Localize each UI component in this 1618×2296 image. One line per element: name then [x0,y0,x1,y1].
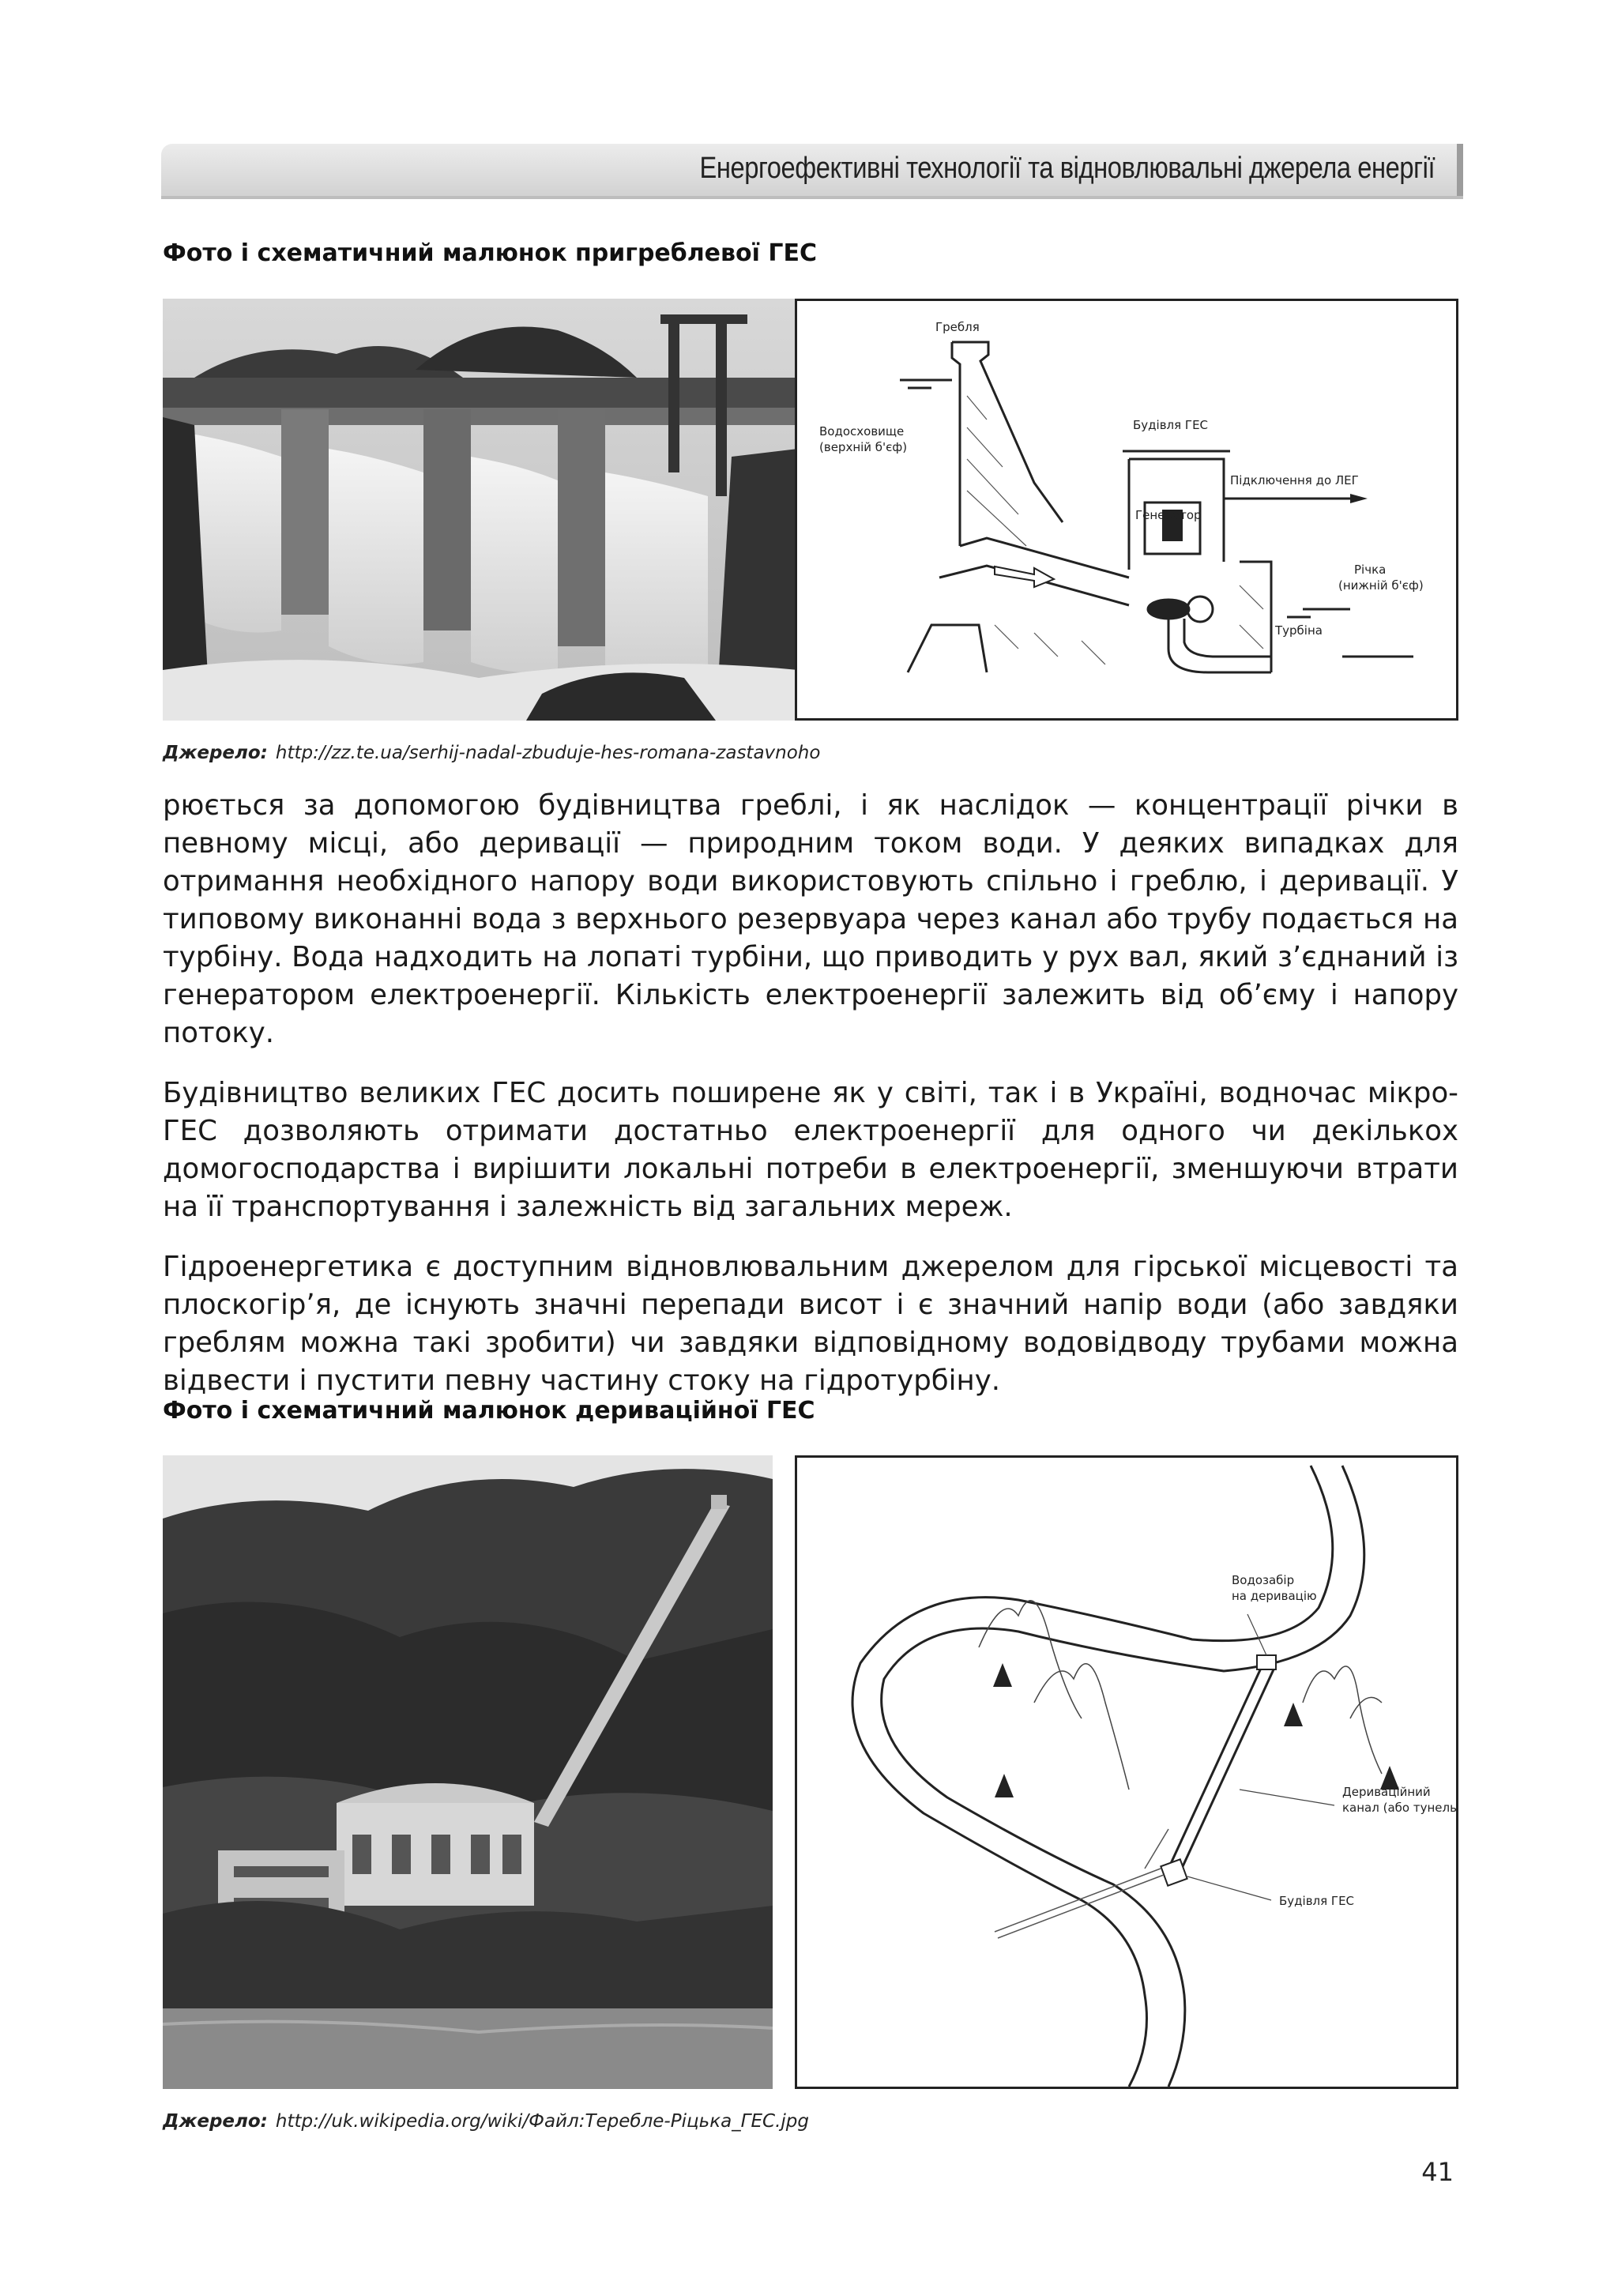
paragraph-1: рюється за допомогою будівництва греблі, і як наслідок — концентрації річки в певному місці, або деривації — природним током води. У деяких випадках для отримання необхідного напору води використовують спільно і греблю, і деривації. У типовому виконанні вода з верхнього резервуара через канал або трубу подається на турбіну. Вода надходить на лопаті турбіни, що приводить у рух вал, який з’єднаний із генератором електроенергії. Кількість електроенергії залежить від об’єму і напору потоку. [163,789,1458,1049]
diagram-label-river-sub: (нижній б'єф) [1338,578,1424,593]
derivation-hpp-diagram-drawing [797,1458,1456,2087]
source-url-1: http://zz.te.ua/serhij-nadal-zbuduje-hes-romana-zastavnoho [275,743,821,763]
diagram-label-connection: Підключення до ЛЕГ [1230,473,1359,487]
source-label-1: Джерело: [163,743,268,763]
running-header-title: Енергоефективні технології та відновлювальні джерела енергії [699,152,1435,185]
diagram-label-generator: Генератор [1135,508,1202,522]
diagram-label-building: Будівля ГЕС [1279,1894,1355,1908]
dam-hpp-photo [163,299,798,721]
diagram-label-turbine: Турбіна [1275,623,1323,638]
dam-hpp-diagram [795,299,1458,721]
diagram-label-canal: Дериваційний [1342,1785,1431,1799]
diagram-label-building: Будівля ГЕС [1133,418,1209,432]
diagram-label-canal-sub: канал (або тунель) [1342,1801,1456,1815]
diagram-label-reservoir: Водосховище [819,424,905,438]
body-text [163,787,1458,1422]
running-header [161,144,1463,196]
source-line-2 [163,2111,809,2132]
derivation-hpp-photo-image [163,1455,773,2089]
source-label-2: Джерело: [163,2111,268,2132]
source-line-1 [163,743,820,763]
dam-hpp-diagram-drawing [797,301,1456,718]
diagram-label-intake: Водозабір [1232,1573,1295,1587]
paragraph-2: Будівництво великих ГЕС досить поширене як у світі, так і в Україні, водночас мікро-ГЕС дозволяють отримати достатньо електроенергії для одного чи декількох домогосподарства і вирішити локальні потреби в електроенергії, зменшуючи втрати на її транспортування і залежність від загальних мереж. [163,1077,1458,1223]
diagram-label-river: Річка [1354,563,1387,577]
diagram-label-intake-sub: на деривацію [1232,1589,1317,1603]
source-url-2: http://uk.wikipedia.org/wiki/Файл:Теребле-Ріцька_ГЕС.jpg [275,2111,809,2132]
derivation-hpp-diagram [795,1455,1458,2089]
dam-hpp-photo-image [163,299,798,721]
paragraph-3: Гідроенергетика є доступним відновлювальним джерелом для гірської місцевості та плоскогір’я, де існують значні перепади висот і є значний напір води (або завдяки греблям можна такі зробити) чи завдяки відповідному водовідводу трубами можна відвести і пустити певну частину стоку на гідротурбіну. [163,1251,1458,1397]
diagram-label-dam: Гребля [935,320,980,334]
page-number: 41 [1421,2157,1454,2187]
section-title-dam-hpp: Фото і схематичний малюнок пригреблевої ГЕС [163,239,817,267]
diagram-label-reservoir-sub: (верхній б'єф) [819,440,908,454]
derivation-hpp-photo [163,1455,773,2089]
section-title-derivation-hpp: Фото і схематичний малюнок дериваційної ГЕС [163,1397,815,1425]
